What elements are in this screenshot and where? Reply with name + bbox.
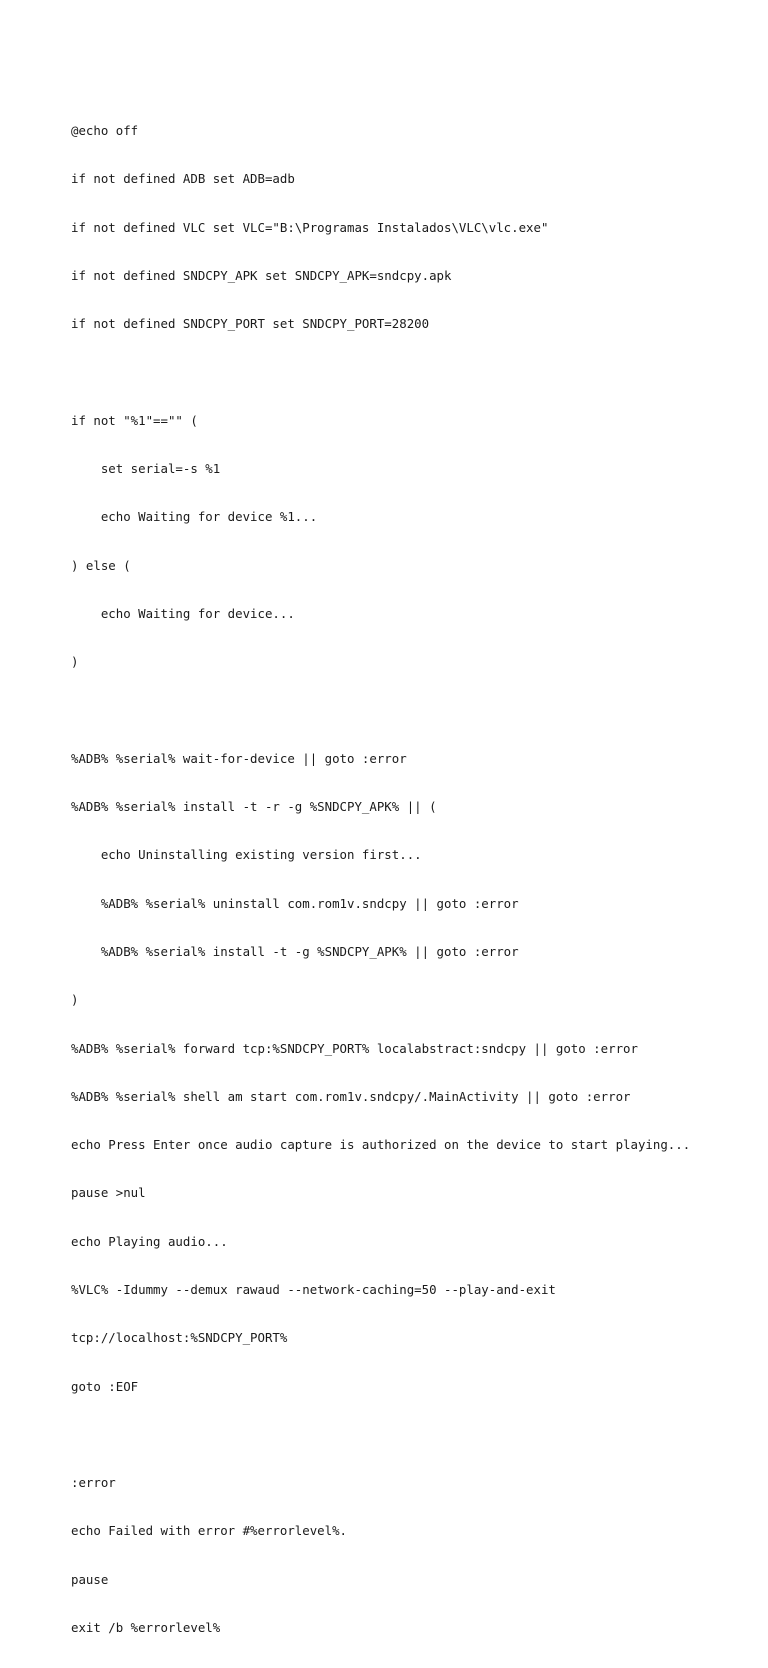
code-line: pause >nul — [71, 1185, 146, 1201]
code-line: %ADB% %serial% shell am start com.rom1v.sndcpy/.MainActivity || goto :error — [71, 1088, 631, 1104]
code-line: echo Uninstalling existing version first... — [71, 847, 422, 863]
code-line: %VLC% -Idummy --demux rawaud --network-caching=50 --play-and-exit — [71, 1281, 556, 1297]
code-line: if not defined VLC set VLC="B:\Programas Instalados\VLC\vlc.exe" — [71, 219, 549, 235]
code-line: if not defined SNDCPY_APK set SNDCPY_APK=sndcpy.apk — [71, 268, 452, 284]
code-line: echo Failed with error #%errorlevel%. — [71, 1523, 348, 1539]
code-line: tcp://localhost:%SNDCPY_PORT% — [71, 1330, 288, 1346]
code-line: echo Press Enter once audio capture is authorized on the device to start playing... — [71, 1137, 691, 1153]
code-line: echo Waiting for device %1... — [71, 509, 318, 525]
code-line: @echo off — [71, 123, 139, 139]
code-line: exit /b %errorlevel% — [71, 1619, 221, 1635]
code-line: ) — [71, 654, 79, 670]
code-line: %ADB% %serial% wait-for-device || goto :error — [71, 750, 407, 766]
code-line: echo Playing audio... — [71, 1233, 228, 1249]
code-line: if not defined SNDCPY_PORT set SNDCPY_PORT=28200 — [71, 316, 430, 332]
code-line: ) — [71, 992, 79, 1008]
code-line — [71, 365, 751, 381]
code-line — [71, 703, 751, 719]
code-line: ) else ( — [71, 557, 131, 573]
code-line: %ADB% %serial% install -t -g %SNDCPY_APK% || goto :error — [71, 943, 519, 959]
code-line: goto :EOF — [71, 1378, 139, 1394]
code-line: echo Waiting for device... — [71, 606, 295, 621]
code-line: if not defined ADB set ADB=adb — [71, 171, 295, 187]
code-line: %ADB% %serial% uninstall com.rom1v.sndcpy || goto :error — [71, 895, 519, 911]
code-line — [71, 1427, 751, 1443]
batch-script-text — [71, 91, 751, 1668]
code-line: if not "%1"=="" ( — [71, 412, 198, 428]
code-line: set serial=-s %1 — [71, 461, 221, 477]
code-line: %ADB% %serial% install -t -r -g %SNDCPY_APK% || ( — [71, 799, 437, 815]
code-line: %ADB% %serial% forward tcp:%SNDCPY_PORT% localabstract:sndcpy || goto :error — [71, 1040, 638, 1056]
code-line: :error — [71, 1475, 116, 1491]
code-line: pause — [71, 1571, 109, 1587]
